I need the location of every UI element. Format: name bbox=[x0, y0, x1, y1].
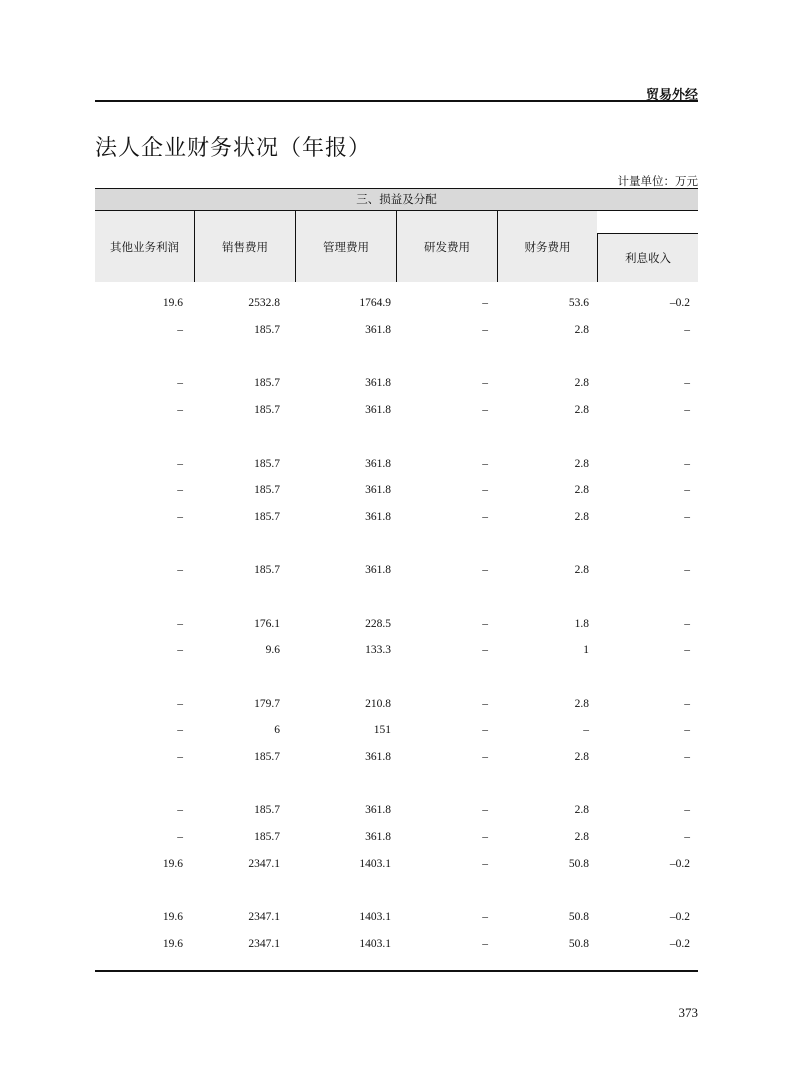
cell-interest-income: – bbox=[684, 618, 690, 630]
cell-selling-expenses: 185.7 bbox=[254, 511, 280, 523]
cell-financial-expenses: 53.6 bbox=[568, 297, 589, 309]
table-header bbox=[95, 188, 698, 282]
cell-other-business-profit: 19.6 bbox=[162, 297, 183, 309]
table-row bbox=[95, 480, 698, 500]
table-row bbox=[95, 400, 698, 420]
table-row bbox=[95, 907, 698, 927]
cell-interest-income: – bbox=[684, 751, 690, 763]
cell-admin-expenses: 361.8 bbox=[365, 404, 391, 416]
cell-financial-expenses: 2.8 bbox=[574, 751, 589, 763]
cell-selling-expenses: 9.6 bbox=[265, 644, 280, 656]
cell-selling-expenses: 185.7 bbox=[254, 458, 280, 470]
cell-other-business-profit: – bbox=[177, 644, 183, 656]
cell-rd-expenses: – bbox=[482, 484, 488, 496]
cell-interest-income: – bbox=[684, 804, 690, 816]
cell-selling-expenses: 2347.1 bbox=[248, 938, 280, 950]
unit-label: 计量单位：万元 bbox=[617, 174, 698, 188]
cell-financial-expenses: 2.8 bbox=[574, 377, 589, 389]
cell-financial-expenses: 2.8 bbox=[574, 564, 589, 576]
section-tag: 贸易外经 bbox=[645, 88, 698, 103]
cell-other-business-profit: – bbox=[177, 404, 183, 416]
cell-admin-expenses: 361.8 bbox=[365, 564, 391, 576]
cell-other-business-profit: 19.6 bbox=[162, 911, 183, 923]
bottom-rule bbox=[95, 970, 698, 972]
cell-interest-income: –0.2 bbox=[669, 858, 690, 870]
cell-admin-expenses: 361.8 bbox=[365, 804, 391, 816]
cell-rd-expenses: – bbox=[482, 751, 488, 763]
cell-interest-income: – bbox=[684, 831, 690, 843]
cell-rd-expenses: – bbox=[482, 511, 488, 523]
cell-rd-expenses: – bbox=[482, 724, 488, 736]
cell-selling-expenses: 6 bbox=[274, 724, 280, 736]
table-row bbox=[95, 747, 698, 767]
cell-selling-expenses: 176.1 bbox=[254, 618, 280, 630]
cell-admin-expenses: 361.8 bbox=[365, 484, 391, 496]
cell-rd-expenses: – bbox=[482, 618, 488, 630]
cell-interest-income: – bbox=[684, 404, 690, 416]
cell-interest-income: –0.2 bbox=[669, 911, 690, 923]
table-row bbox=[95, 507, 698, 527]
cell-other-business-profit: – bbox=[177, 458, 183, 470]
cell-financial-expenses: 1 bbox=[583, 644, 589, 656]
cell-interest-income: –0.2 bbox=[669, 938, 690, 950]
cell-rd-expenses: – bbox=[482, 804, 488, 816]
cell-interest-income: – bbox=[684, 484, 690, 496]
cell-selling-expenses: 185.7 bbox=[254, 831, 280, 843]
page-title: 法人企业财务状况（年报） bbox=[95, 136, 372, 161]
cell-financial-expenses: 2.8 bbox=[574, 831, 589, 843]
table-row bbox=[95, 694, 698, 714]
cell-interest-income: – bbox=[684, 644, 690, 656]
page-number: 373 bbox=[678, 1005, 698, 1020]
cell-admin-expenses: 361.8 bbox=[365, 751, 391, 763]
cell-selling-expenses: 185.7 bbox=[254, 751, 280, 763]
cell-rd-expenses: – bbox=[482, 377, 488, 389]
cell-financial-expenses: 50.8 bbox=[568, 858, 589, 870]
cell-other-business-profit: – bbox=[177, 698, 183, 710]
column-header-rd-expenses: 研发费用 bbox=[396, 211, 497, 282]
column-header-selling-expenses: 销售费用 bbox=[194, 211, 295, 282]
cell-selling-expenses: 185.7 bbox=[254, 404, 280, 416]
cell-rd-expenses: – bbox=[482, 324, 488, 336]
table-row bbox=[95, 854, 698, 874]
cell-rd-expenses: – bbox=[482, 911, 488, 923]
cell-selling-expenses: 185.7 bbox=[254, 804, 280, 816]
cell-selling-expenses: 185.7 bbox=[254, 324, 280, 336]
cell-selling-expenses: 2347.1 bbox=[248, 858, 280, 870]
table-row bbox=[95, 614, 698, 634]
cell-admin-expenses: 1403.1 bbox=[359, 858, 391, 870]
cell-interest-income: – bbox=[684, 377, 690, 389]
table-row bbox=[95, 560, 698, 580]
table-row bbox=[95, 640, 698, 660]
cell-other-business-profit: – bbox=[177, 804, 183, 816]
cell-interest-income: – bbox=[684, 564, 690, 576]
cell-rd-expenses: – bbox=[482, 297, 488, 309]
cell-admin-expenses: 1764.9 bbox=[359, 297, 391, 309]
table-row bbox=[95, 800, 698, 820]
cell-other-business-profit: 19.6 bbox=[162, 938, 183, 950]
cell-selling-expenses: 2347.1 bbox=[248, 911, 280, 923]
table-row bbox=[95, 827, 698, 847]
cell-financial-expenses: – bbox=[583, 724, 589, 736]
table-row bbox=[95, 373, 698, 393]
cell-admin-expenses: 361.8 bbox=[365, 377, 391, 389]
cell-rd-expenses: – bbox=[482, 858, 488, 870]
cell-admin-expenses: 1403.1 bbox=[359, 938, 391, 950]
cell-financial-expenses: 2.8 bbox=[574, 484, 589, 496]
cell-financial-expenses: 2.8 bbox=[574, 404, 589, 416]
table-row bbox=[95, 454, 698, 474]
cell-interest-income: – bbox=[684, 724, 690, 736]
cell-financial-expenses: 50.8 bbox=[568, 911, 589, 923]
cell-other-business-profit: – bbox=[177, 618, 183, 630]
cell-other-business-profit: – bbox=[177, 564, 183, 576]
cell-admin-expenses: 361.8 bbox=[365, 324, 391, 336]
table-row bbox=[95, 934, 698, 954]
cell-other-business-profit: 19.6 bbox=[162, 858, 183, 870]
cell-financial-expenses: 2.8 bbox=[574, 458, 589, 470]
cell-financial-expenses: 1.8 bbox=[574, 618, 589, 630]
cell-selling-expenses: 185.7 bbox=[254, 377, 280, 389]
cell-admin-expenses: 151 bbox=[373, 724, 391, 736]
cell-interest-income: –0.2 bbox=[669, 297, 690, 309]
cell-selling-expenses: 2532.8 bbox=[248, 297, 280, 309]
cell-rd-expenses: – bbox=[482, 404, 488, 416]
cell-other-business-profit: – bbox=[177, 377, 183, 389]
column-header-other-business-profit: 其他业务利润 bbox=[95, 211, 194, 282]
cell-admin-expenses: 361.8 bbox=[365, 511, 391, 523]
cell-rd-expenses: – bbox=[482, 644, 488, 656]
cell-rd-expenses: – bbox=[482, 831, 488, 843]
group-header: 三、损益及分配 bbox=[95, 189, 698, 211]
cell-other-business-profit: – bbox=[177, 751, 183, 763]
cell-other-business-profit: – bbox=[177, 831, 183, 843]
column-header-financial-expenses: 财务费用 bbox=[497, 211, 597, 282]
cell-financial-expenses: 50.8 bbox=[568, 938, 589, 950]
cell-financial-expenses: 2.8 bbox=[574, 804, 589, 816]
table-row bbox=[95, 320, 698, 340]
table-row bbox=[95, 293, 698, 313]
cell-rd-expenses: – bbox=[482, 564, 488, 576]
cell-admin-expenses: 361.8 bbox=[365, 458, 391, 470]
cell-financial-expenses: 2.8 bbox=[574, 511, 589, 523]
cell-other-business-profit: – bbox=[177, 511, 183, 523]
cell-rd-expenses: – bbox=[482, 698, 488, 710]
cell-rd-expenses: – bbox=[482, 458, 488, 470]
cell-rd-expenses: – bbox=[482, 938, 488, 950]
cell-other-business-profit: – bbox=[177, 484, 183, 496]
cell-selling-expenses: 185.7 bbox=[254, 484, 280, 496]
cell-selling-expenses: 179.7 bbox=[254, 698, 280, 710]
top-rule bbox=[95, 100, 698, 102]
cell-other-business-profit: – bbox=[177, 324, 183, 336]
table-row bbox=[95, 720, 698, 740]
cell-interest-income: – bbox=[684, 511, 690, 523]
cell-admin-expenses: 228.5 bbox=[365, 618, 391, 630]
cell-financial-expenses: 2.8 bbox=[574, 698, 589, 710]
column-header-interest-income: 利息收入 bbox=[597, 233, 698, 282]
cell-admin-expenses: 210.8 bbox=[365, 698, 391, 710]
cell-interest-income: – bbox=[684, 458, 690, 470]
cell-selling-expenses: 185.7 bbox=[254, 564, 280, 576]
cell-admin-expenses: 133.3 bbox=[365, 644, 391, 656]
cell-interest-income: – bbox=[684, 698, 690, 710]
column-header-admin-expenses: 管理费用 bbox=[295, 211, 396, 282]
cell-interest-income: – bbox=[684, 324, 690, 336]
cell-admin-expenses: 361.8 bbox=[365, 831, 391, 843]
cell-financial-expenses: 2.8 bbox=[574, 324, 589, 336]
cell-other-business-profit: – bbox=[177, 724, 183, 736]
cell-admin-expenses: 1403.1 bbox=[359, 911, 391, 923]
